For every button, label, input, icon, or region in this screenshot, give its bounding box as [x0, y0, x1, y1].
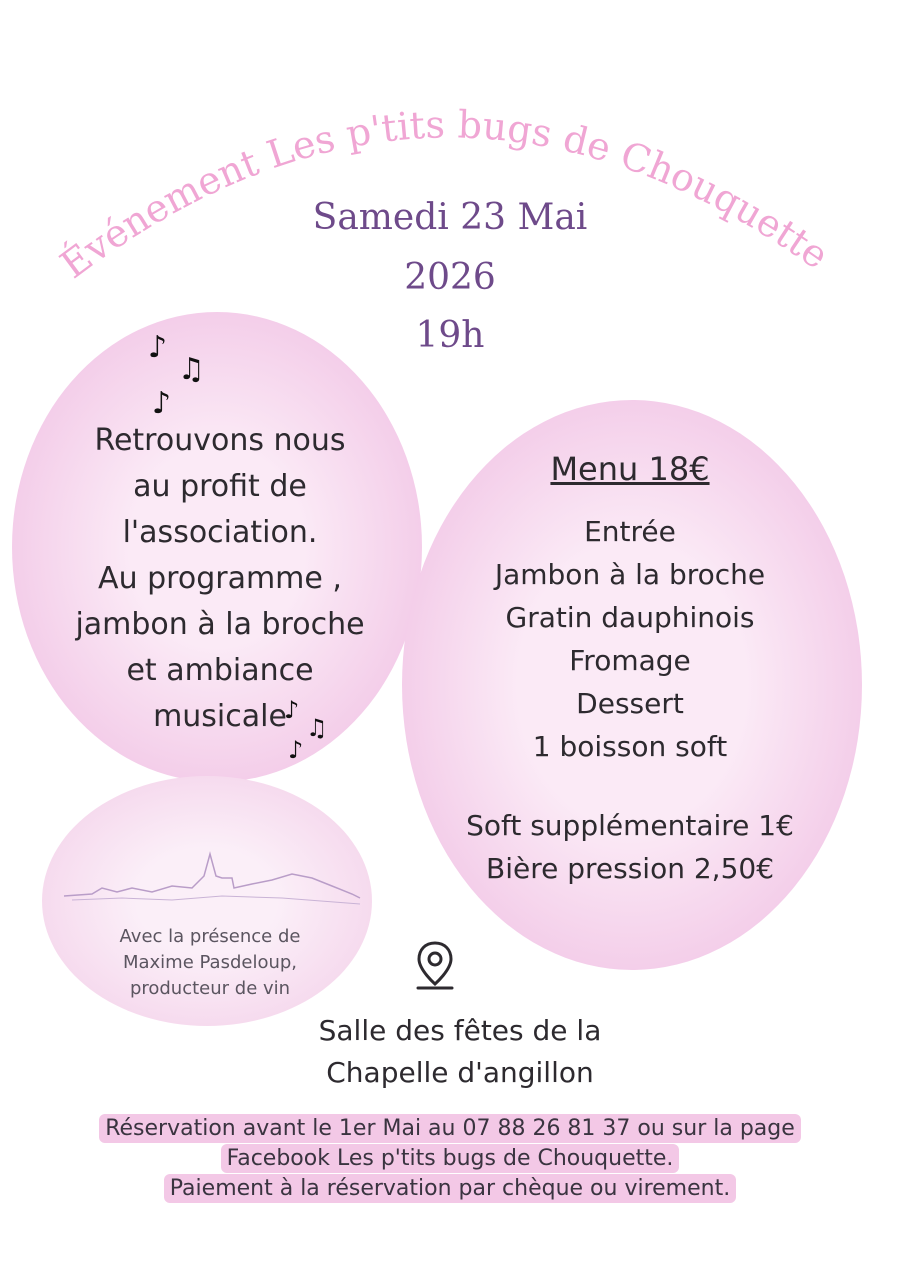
menu-item: Gratin dauphinois	[505, 601, 755, 634]
event-time: 19h	[415, 315, 485, 356]
intro-line: musicale	[153, 699, 287, 734]
venue-line: Chapelle d'angillon	[326, 1056, 594, 1089]
music-note-icon: ♪	[152, 386, 172, 421]
intro-line: l'association.	[122, 515, 318, 550]
menu-items	[430, 510, 830, 768]
reservation-info	[60, 1114, 840, 1204]
reservation-text: Paiement à la réservation par chèque ou virement.	[164, 1174, 736, 1203]
music-notes-icon: ♫	[178, 352, 205, 387]
menu-item: Entrée	[584, 515, 676, 548]
reservation-text: Facebook Les p'tits bugs de Chouquette.	[221, 1144, 680, 1173]
guest-text	[85, 924, 335, 1002]
reservation-text: Réservation avant le 1er Mai au 07 88 26 81 37 ou sur la page	[99, 1114, 801, 1143]
intro-line: Retrouvons nous	[94, 423, 346, 458]
venue-text	[260, 1010, 660, 1094]
guest-line: Maxime Pasdeloup,	[122, 952, 298, 973]
location-pin-icon	[414, 940, 456, 992]
menu-item: Dessert	[576, 687, 684, 720]
menu-item: Jambon à la broche	[494, 558, 766, 591]
reservation-line	[60, 1114, 840, 1144]
guest-line: producteur de vin	[129, 978, 291, 999]
intro-line: Au programme ,	[98, 561, 342, 596]
event-date: Samedi 23 Mai	[312, 197, 588, 238]
menu-extras	[430, 804, 830, 890]
menu-extra: Bière pression 2,50€	[485, 852, 775, 885]
music-note-icon: ♪	[288, 736, 304, 764]
menu-item: Fromage	[569, 644, 691, 677]
intro-line: jambon à la broche	[75, 607, 365, 642]
music-note-icon: ♪	[284, 696, 300, 724]
intro-line: au profit de	[133, 469, 307, 504]
reservation-line	[60, 1174, 840, 1204]
menu-item: 1 boisson soft	[532, 730, 728, 763]
event-title-path: Événement Les p'tits bugs de Chouquette	[52, 102, 837, 287]
guest-line: Avec la présence de	[119, 926, 301, 947]
venue-line: Salle des fêtes de la	[318, 1014, 602, 1047]
reservation-line	[60, 1144, 840, 1174]
event-year: 2026	[404, 257, 496, 298]
intro-line: et ambiance	[126, 653, 314, 688]
music-notes-icon: ♫	[306, 714, 328, 742]
menu-extra: Soft supplémentaire 1€	[466, 809, 794, 842]
intro-text	[40, 418, 400, 740]
music-note-icon: ♪	[148, 330, 168, 365]
menu-title: Menu 18€	[550, 450, 710, 488]
village-skyline-icon	[62, 848, 362, 918]
